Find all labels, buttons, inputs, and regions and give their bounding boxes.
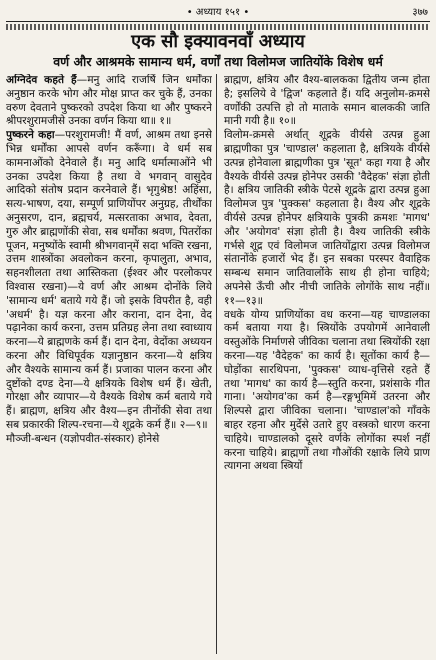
speaker-label: अग्निदेव कहते हैं xyxy=(6,74,77,86)
left-column xyxy=(6,74,212,654)
chapter-title: एक सौ इक्यावनवाँ अध्याय xyxy=(131,31,305,52)
running-title: • अध्याय १५१ • xyxy=(186,7,250,18)
paragraph-text: —मनु आदि राजर्षि जिन धर्मोंका अनुष्ठान करके भोग और मोक्ष प्राप्त कर चुके हैं, उनका वरुण देवताने पुष्करको उपदेश किया था और पुष्करने श्रीपरशुरामजीसे उनका वर्णन किया था॥ १॥ xyxy=(6,74,212,128)
chapter-subtitle: वर्ण और आश्रमके सामान्य धर्म, वर्णों तथा विलोमज जातियोंके विशेष धर्म xyxy=(53,54,383,69)
paragraph-text: मौञ्जी-बन्धन (यज्ञोपवीत-संस्कार) होनेसे xyxy=(6,432,160,445)
paragraph xyxy=(224,129,430,308)
paragraph xyxy=(224,309,430,475)
paragraph-text: —परशुरामजी! मैं वर्ण, आश्रम तथा इनसे भिन्न धर्मोंका आपसे वर्णन करूँगा। वे धर्म सब कामनाओंको देनेवाले हैं। मनु आदि धर्मात्माओंने भी उनका उपदेश किया है तथा वे भगवान् वासुदेव आदिको संतोष प्रदान करनेवाले हैं। भृगुश्रेष्ठ! अहिंसा, सत्य-भाषण, दया, सम्पूर्ण प्राणियोंपर अनुग्रह, तीर्थोंका अनुसरण, दान, ब्रह्मचर्य, मत्सरताका अभाव, देवता, गुरु और ब्राह्मणोंकी सेवा, सब धर्मोंका श्रवण, पितरोंका पूजन, मनुष्योंके स्वामी श्रीभगवान्‌में सदा भक्ति रखना, उत्तम शास्त्रोंका अवलोकन करना, कृपालुता, अभाव, सहनशीलता तथा आस्तिकता (ईश्वर और परलोकपर विश्वास रखना)—ये वर्ण और आश्रम दोनोंके लिये 'सामान्य धर्म' बताये गये हैं। जो इसके विपरीत है, वही 'अधर्म' है। यज्ञ करना और कराना, दान देना, वेद पढ़ानेका कार्य करना, उत्तम प्रतिग्रह लेना तथा स्वाध्याय करना—ये ब्राह्मणके कर्म हैं। दान देना, वेदोंका अध्ययन करना और विधिपूर्वक यज्ञानुष्ठान करना—ये क्षत्रिय और वैश्यके सामान्य कर्म हैं। प्रजाका पालन करना और दुष्टोंको दण्ड देना—ये क्षत्रियके विशेष धर्म हैं। खेती, गोरक्षा और व्यापार—ये वैश्यके विशेष कर्म बताये गये हैं। ब्राह्मण, क्षत्रिय और वैश्य—इन तीनोंकी सेवा तथा सब प्रकारकी शिल्प-रचना—ये शूद्रके कर्म हैं॥ २—९॥ xyxy=(6,129,212,431)
paragraph xyxy=(6,74,212,129)
paragraph-text: वधके योग्य प्राणियोंका वध करना—यह चाण्डालका कर्म बताया गया है। स्त्रियोंके उपयोगमें आनेवाली वस्तुओंके निर्माणसे जीविका चलाना तथा स्त्रियोंकी रक्षा करना—यह 'वैदेहक' का कार्य है। सूतोंका कार्य है—घोड़ोंका सारथिपना, 'पुक्कस' व्याध-वृत्तिसे रहते हैं तथा 'मागध' का कार्य है—स्तुति करना, प्रशंसाके गीत गाना। 'अयोगव'का कर्म है—रङ्गभूमिमें उतरना और शिल्पसे द्वारा जीविका चलाना। 'चाण्डाल'को गाँवके बाहर रहना और मुर्देसे उतारे हुए वस्त्रको धारण करना चाहिये। चाण्डालको दूसरे वर्णके लोगोंका स्पर्श नहीं करना चाहिये। ब्राह्मणों तथा गौओंकी रक्षाके लिये प्राण त्यागना अथवा स्त्रियों xyxy=(224,308,430,473)
paragraph-text: ब्राह्मण, क्षत्रिय और वैश्य-बालकका द्वितीय जन्म होता है; इसलिये वे 'द्विज' कहलाते हैं। यदि अनुलोम-क्रमसे वर्णोंकी उत्पत्ति हो तो माताके समान बालककी जाति मानी गयी है॥ १०॥ xyxy=(224,74,430,128)
paragraph xyxy=(6,433,212,447)
column-divider xyxy=(216,74,217,654)
right-column xyxy=(224,74,430,654)
paragraph xyxy=(6,129,212,433)
paragraph xyxy=(224,74,430,129)
header-rule xyxy=(6,21,430,22)
decorative-border xyxy=(6,24,430,30)
speaker-label: पुष्करने कहा xyxy=(6,129,55,142)
page-header xyxy=(6,6,430,20)
page-number: ३७७ xyxy=(412,7,428,18)
paragraph-text: विलोम-क्रमसे अर्थात् शूद्रके वीर्यसे उत्पन्न हुआ ब्राह्मणीका पुत्र 'चाण्डाल' कहलाता है, क्षत्रियके वीर्यसे उत्पन्न होनेवाला ब्राह्मणीका पुत्र 'सूत' कहा गया है और वैश्यके वीर्यसे उत्पन्न होनेपर उसकी 'वैदेहक' संज्ञा होती है। क्षत्रिय जातिकी स्त्रीके पेटसे शूद्रके द्वारा उत्पन्न हुआ विलोमज पुत्र 'पुक्कस' कहलाता है। वैश्य और शूद्रके वीर्यसे उत्पन्न होनेपर क्षत्रियाके पुत्रकी क्रमशः 'मागध' और 'अयोगव' संज्ञा होती है। वैश्य जातिकी स्त्रीके गर्भसे शूद्र एवं विलोमज जातियोंद्वारा उत्पन्न विलोमज संतानोंके हजारों भेद हैं। इन सबका परस्पर वैवाहिक सम्बन्ध समान जातिवालोंके साथ ही होना चाहिये; अपनेसे ऊँची और नीची जातिके लोगोंके साथ नहीं॥ ११—१३॥ xyxy=(224,129,430,307)
